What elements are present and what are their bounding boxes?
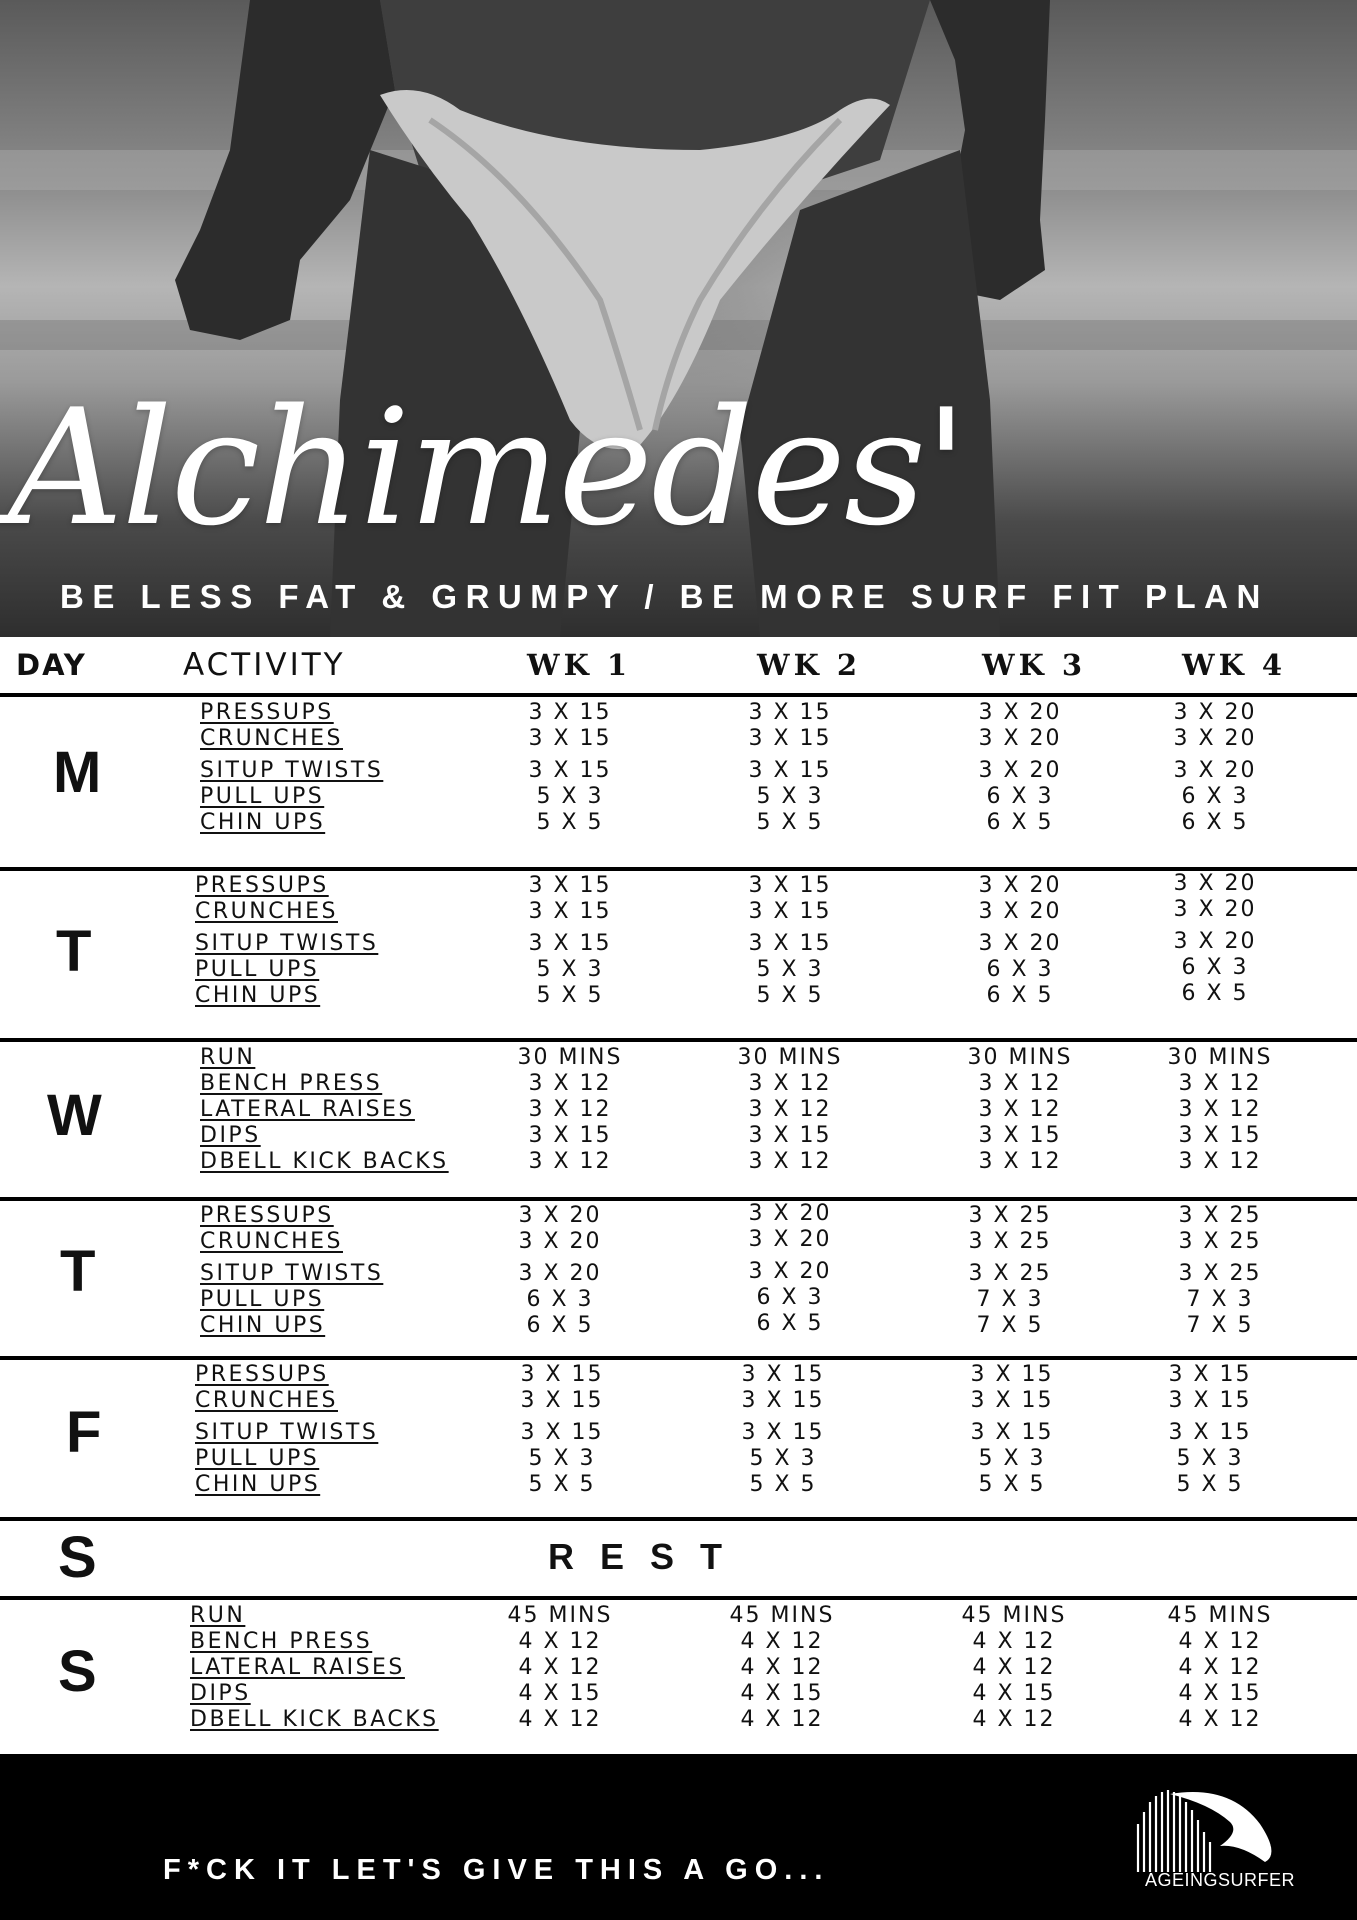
set-value: 5 X 5: [756, 983, 824, 1008]
set-value: 4 X 12: [1178, 1629, 1262, 1654]
activity-item: PULL UPS: [200, 1287, 325, 1312]
set-value: 3 X 20: [978, 700, 1062, 725]
set-value: 7 X 3: [1186, 1287, 1254, 1312]
set-value: 3 X 12: [528, 1149, 612, 1174]
set-value: 3 X 15: [748, 700, 832, 725]
set-value: 3 X 20: [978, 899, 1062, 924]
set-value: 3 X 12: [528, 1097, 612, 1122]
activity-item: PRESSUPS: [200, 700, 334, 725]
set-value: 3 X 20: [978, 726, 1062, 751]
set-value: 3 X 15: [741, 1362, 825, 1387]
day-label: T: [60, 1239, 96, 1304]
set-value: 4 X 12: [740, 1655, 824, 1680]
set-value: 3 X 12: [1178, 1149, 1262, 1174]
set-value: 3 X 20: [1173, 871, 1257, 896]
set-value: 3 X 20: [748, 1259, 832, 1284]
set-value: 3 X 20: [748, 1201, 832, 1226]
set-value: 5 X 3: [1176, 1446, 1244, 1471]
set-value: 5 X 3: [536, 784, 604, 809]
set-value: 3 X 20: [1173, 897, 1257, 922]
activity-item: CRUNCHES: [195, 899, 338, 924]
set-value: 3 X 20: [518, 1203, 602, 1228]
set-value: 3 X 20: [1173, 929, 1257, 954]
set-value: 4 X 12: [740, 1629, 824, 1654]
set-value: 3 X 15: [528, 1123, 612, 1148]
set-value: 4 X 12: [518, 1655, 602, 1680]
column-header-wk4: WK 4: [1182, 648, 1287, 682]
activity-item: DBELL KICK BACKS: [200, 1149, 449, 1174]
activity-item: DBELL KICK BACKS: [190, 1707, 439, 1732]
set-value: 3 X 25: [968, 1203, 1052, 1228]
set-value: 6 X 3: [756, 1285, 824, 1310]
set-value: 30 MINS: [1167, 1045, 1273, 1070]
set-value: 3 X 15: [748, 873, 832, 898]
set-value: 3 X 15: [748, 758, 832, 783]
table-header: [0, 637, 1357, 693]
set-value: 6 X 5: [756, 1311, 824, 1336]
set-value: 3 X 15: [528, 758, 612, 783]
set-value: 3 X 12: [978, 1097, 1062, 1122]
set-value: 3 X 15: [970, 1362, 1054, 1387]
set-value: 6 X 3: [986, 784, 1054, 809]
set-value: 7 X 5: [976, 1313, 1044, 1338]
plan-title: Alchimedes': [8, 374, 967, 561]
activity-item: CHIN UPS: [195, 1472, 321, 1497]
wave-logo-icon: [1130, 1784, 1310, 1874]
activity-item: CHIN UPS: [195, 983, 321, 1008]
set-value: 3 X 12: [1178, 1071, 1262, 1096]
set-value: 6 X 3: [1181, 955, 1249, 980]
set-value: 45 MINS: [729, 1603, 835, 1628]
set-value: 30 MINS: [517, 1045, 623, 1070]
set-value: 3 X 20: [1173, 700, 1257, 725]
set-value: 4 X 12: [972, 1655, 1056, 1680]
set-value: 4 X 12: [972, 1707, 1056, 1732]
set-value: 3 X 15: [748, 1123, 832, 1148]
set-value: 3 X 15: [970, 1420, 1054, 1445]
set-value: 4 X 12: [972, 1629, 1056, 1654]
set-value: 3 X 15: [520, 1388, 604, 1413]
activity-item: DIPS: [200, 1123, 261, 1148]
activity-item: SITUP TWISTS: [200, 758, 384, 783]
set-value: 3 X 15: [978, 1123, 1062, 1148]
activity-item: PRESSUPS: [200, 1203, 334, 1228]
set-value: 5 X 3: [978, 1446, 1046, 1471]
activity-item: LATERAL RAISES: [200, 1097, 415, 1122]
activity-item: SITUP TWISTS: [200, 1261, 384, 1286]
activity-item: LATERAL RAISES: [190, 1655, 405, 1680]
set-value: 6 X 3: [526, 1287, 594, 1312]
day-label: T: [56, 919, 92, 984]
set-value: 3 X 20: [518, 1229, 602, 1254]
activity-item: DIPS: [190, 1681, 251, 1706]
row-divider: [0, 1038, 1357, 1042]
set-value: 3 X 15: [528, 700, 612, 725]
column-header-day: DAY: [16, 648, 87, 682]
set-value: 3 X 15: [520, 1420, 604, 1445]
set-value: 3 X 20: [518, 1261, 602, 1286]
row-divider: [0, 1197, 1357, 1201]
set-value: 3 X 15: [741, 1420, 825, 1445]
set-value: 6 X 5: [986, 983, 1054, 1008]
activity-item: BENCH PRESS: [200, 1071, 383, 1096]
set-value: 3 X 15: [528, 873, 612, 898]
set-value: 3 X 12: [978, 1071, 1062, 1096]
activity-item: PULL UPS: [195, 957, 320, 982]
set-value: 3 X 15: [520, 1362, 604, 1387]
day-label: S: [58, 1525, 97, 1590]
set-value: 3 X 15: [748, 899, 832, 924]
set-value: 45 MINS: [1167, 1603, 1273, 1628]
rest-label: REST: [548, 1536, 749, 1577]
set-value: 6 X 5: [1181, 981, 1249, 1006]
set-value: 6 X 3: [1181, 784, 1249, 809]
set-value: 3 X 15: [748, 726, 832, 751]
set-value: 3 X 12: [748, 1071, 832, 1096]
activity-item: RUN: [190, 1603, 246, 1628]
activity-item: CRUNCHES: [200, 726, 343, 751]
set-value: 5 X 5: [528, 1472, 596, 1497]
activity-item: CRUNCHES: [195, 1388, 338, 1413]
logo-text: AGEINGSURFER: [1144, 1870, 1296, 1890]
row-divider: [0, 1596, 1357, 1600]
set-value: 4 X 12: [1178, 1707, 1262, 1732]
set-value: 4 X 12: [1178, 1655, 1262, 1680]
set-value: 5 X 3: [749, 1446, 817, 1471]
day-label: S: [58, 1639, 97, 1704]
activity-item: PRESSUPS: [195, 873, 329, 898]
set-value: 5 X 5: [749, 1472, 817, 1497]
set-value: 7 X 3: [976, 1287, 1044, 1312]
set-value: 3 X 20: [978, 758, 1062, 783]
set-value: 3 X 25: [968, 1261, 1052, 1286]
set-value: 45 MINS: [961, 1603, 1067, 1628]
set-value: 3 X 15: [1168, 1362, 1252, 1387]
activity-item: PULL UPS: [195, 1446, 320, 1471]
activity-item: CHIN UPS: [200, 1313, 326, 1338]
ageingsurfer-logo: [1130, 1784, 1310, 1894]
set-value: 3 X 12: [1178, 1097, 1262, 1122]
set-value: 30 MINS: [967, 1045, 1073, 1070]
footer-bar: [0, 1754, 1357, 1920]
set-value: 3 X 15: [528, 726, 612, 751]
set-value: 4 X 12: [518, 1629, 602, 1654]
set-value: 5 X 3: [756, 784, 824, 809]
set-value: 3 X 15: [528, 931, 612, 956]
set-value: 4 X 15: [972, 1681, 1056, 1706]
footer-tagline: F*CK IT LET'S GIVE THIS A GO...: [163, 1854, 830, 1886]
row-divider: [0, 1517, 1357, 1521]
hero-photo: [0, 0, 1357, 637]
set-value: 5 X 5: [536, 983, 604, 1008]
activity-item: BENCH PRESS: [190, 1629, 373, 1654]
set-value: 3 X 15: [970, 1388, 1054, 1413]
set-value: 6 X 5: [526, 1313, 594, 1338]
set-value: 3 X 12: [748, 1097, 832, 1122]
set-value: 5 X 5: [536, 810, 604, 835]
day-label: M: [53, 740, 102, 805]
set-value: 5 X 3: [536, 957, 604, 982]
plan-subtitle: BE LESS FAT & GRUMPY / BE MORE SURF FIT PLAN: [60, 578, 1269, 615]
column-header-wk2: WK 2: [757, 648, 862, 682]
set-value: 45 MINS: [507, 1603, 613, 1628]
activity-item: SITUP TWISTS: [195, 1420, 379, 1445]
set-value: 4 X 15: [740, 1681, 824, 1706]
activity-item: PRESSUPS: [195, 1362, 329, 1387]
set-value: 3 X 25: [968, 1229, 1052, 1254]
set-value: 5 X 3: [756, 957, 824, 982]
set-value: 5 X 3: [528, 1446, 596, 1471]
set-value: 5 X 5: [1176, 1472, 1244, 1497]
set-value: 3 X 25: [1178, 1229, 1262, 1254]
set-value: 6 X 5: [1181, 810, 1249, 835]
set-value: 3 X 15: [1178, 1123, 1262, 1148]
day-label: W: [47, 1083, 102, 1148]
activity-item: CRUNCHES: [200, 1229, 343, 1254]
set-value: 3 X 25: [1178, 1203, 1262, 1228]
column-header-wk3: WK 3: [982, 648, 1087, 682]
set-value: 3 X 20: [1173, 726, 1257, 751]
set-value: 6 X 5: [986, 810, 1054, 835]
set-value: 4 X 15: [1178, 1681, 1262, 1706]
activity-item: RUN: [200, 1045, 256, 1070]
set-value: 3 X 12: [748, 1149, 832, 1174]
activity-item: SITUP TWISTS: [195, 931, 379, 956]
set-value: 3 X 20: [1173, 758, 1257, 783]
column-header-activity: ACTIVITY: [183, 647, 346, 683]
row-divider: [0, 1356, 1357, 1360]
set-value: 3 X 15: [741, 1388, 825, 1413]
set-value: 6 X 3: [986, 957, 1054, 982]
set-value: 3 X 20: [748, 1227, 832, 1252]
set-value: 3 X 15: [1168, 1420, 1252, 1445]
set-value: 3 X 15: [1168, 1388, 1252, 1413]
set-value: 5 X 5: [978, 1472, 1046, 1497]
activity-item: PULL UPS: [200, 784, 325, 809]
set-value: 30 MINS: [737, 1045, 843, 1070]
set-value: 4 X 12: [740, 1707, 824, 1732]
set-value: 7 X 5: [1186, 1313, 1254, 1338]
set-value: 4 X 15: [518, 1681, 602, 1706]
row-divider: [0, 693, 1357, 697]
set-value: 5 X 5: [756, 810, 824, 835]
set-value: 3 X 25: [1178, 1261, 1262, 1286]
day-label: F: [66, 1400, 102, 1465]
set-value: 3 X 15: [748, 931, 832, 956]
set-value: 3 X 15: [528, 899, 612, 924]
set-value: 3 X 20: [978, 873, 1062, 898]
column-header-wk1: WK 1: [527, 648, 632, 682]
set-value: 3 X 20: [978, 931, 1062, 956]
set-value: 3 X 12: [978, 1149, 1062, 1174]
activity-item: CHIN UPS: [200, 810, 326, 835]
set-value: 3 X 12: [528, 1071, 612, 1096]
set-value: 4 X 12: [518, 1707, 602, 1732]
